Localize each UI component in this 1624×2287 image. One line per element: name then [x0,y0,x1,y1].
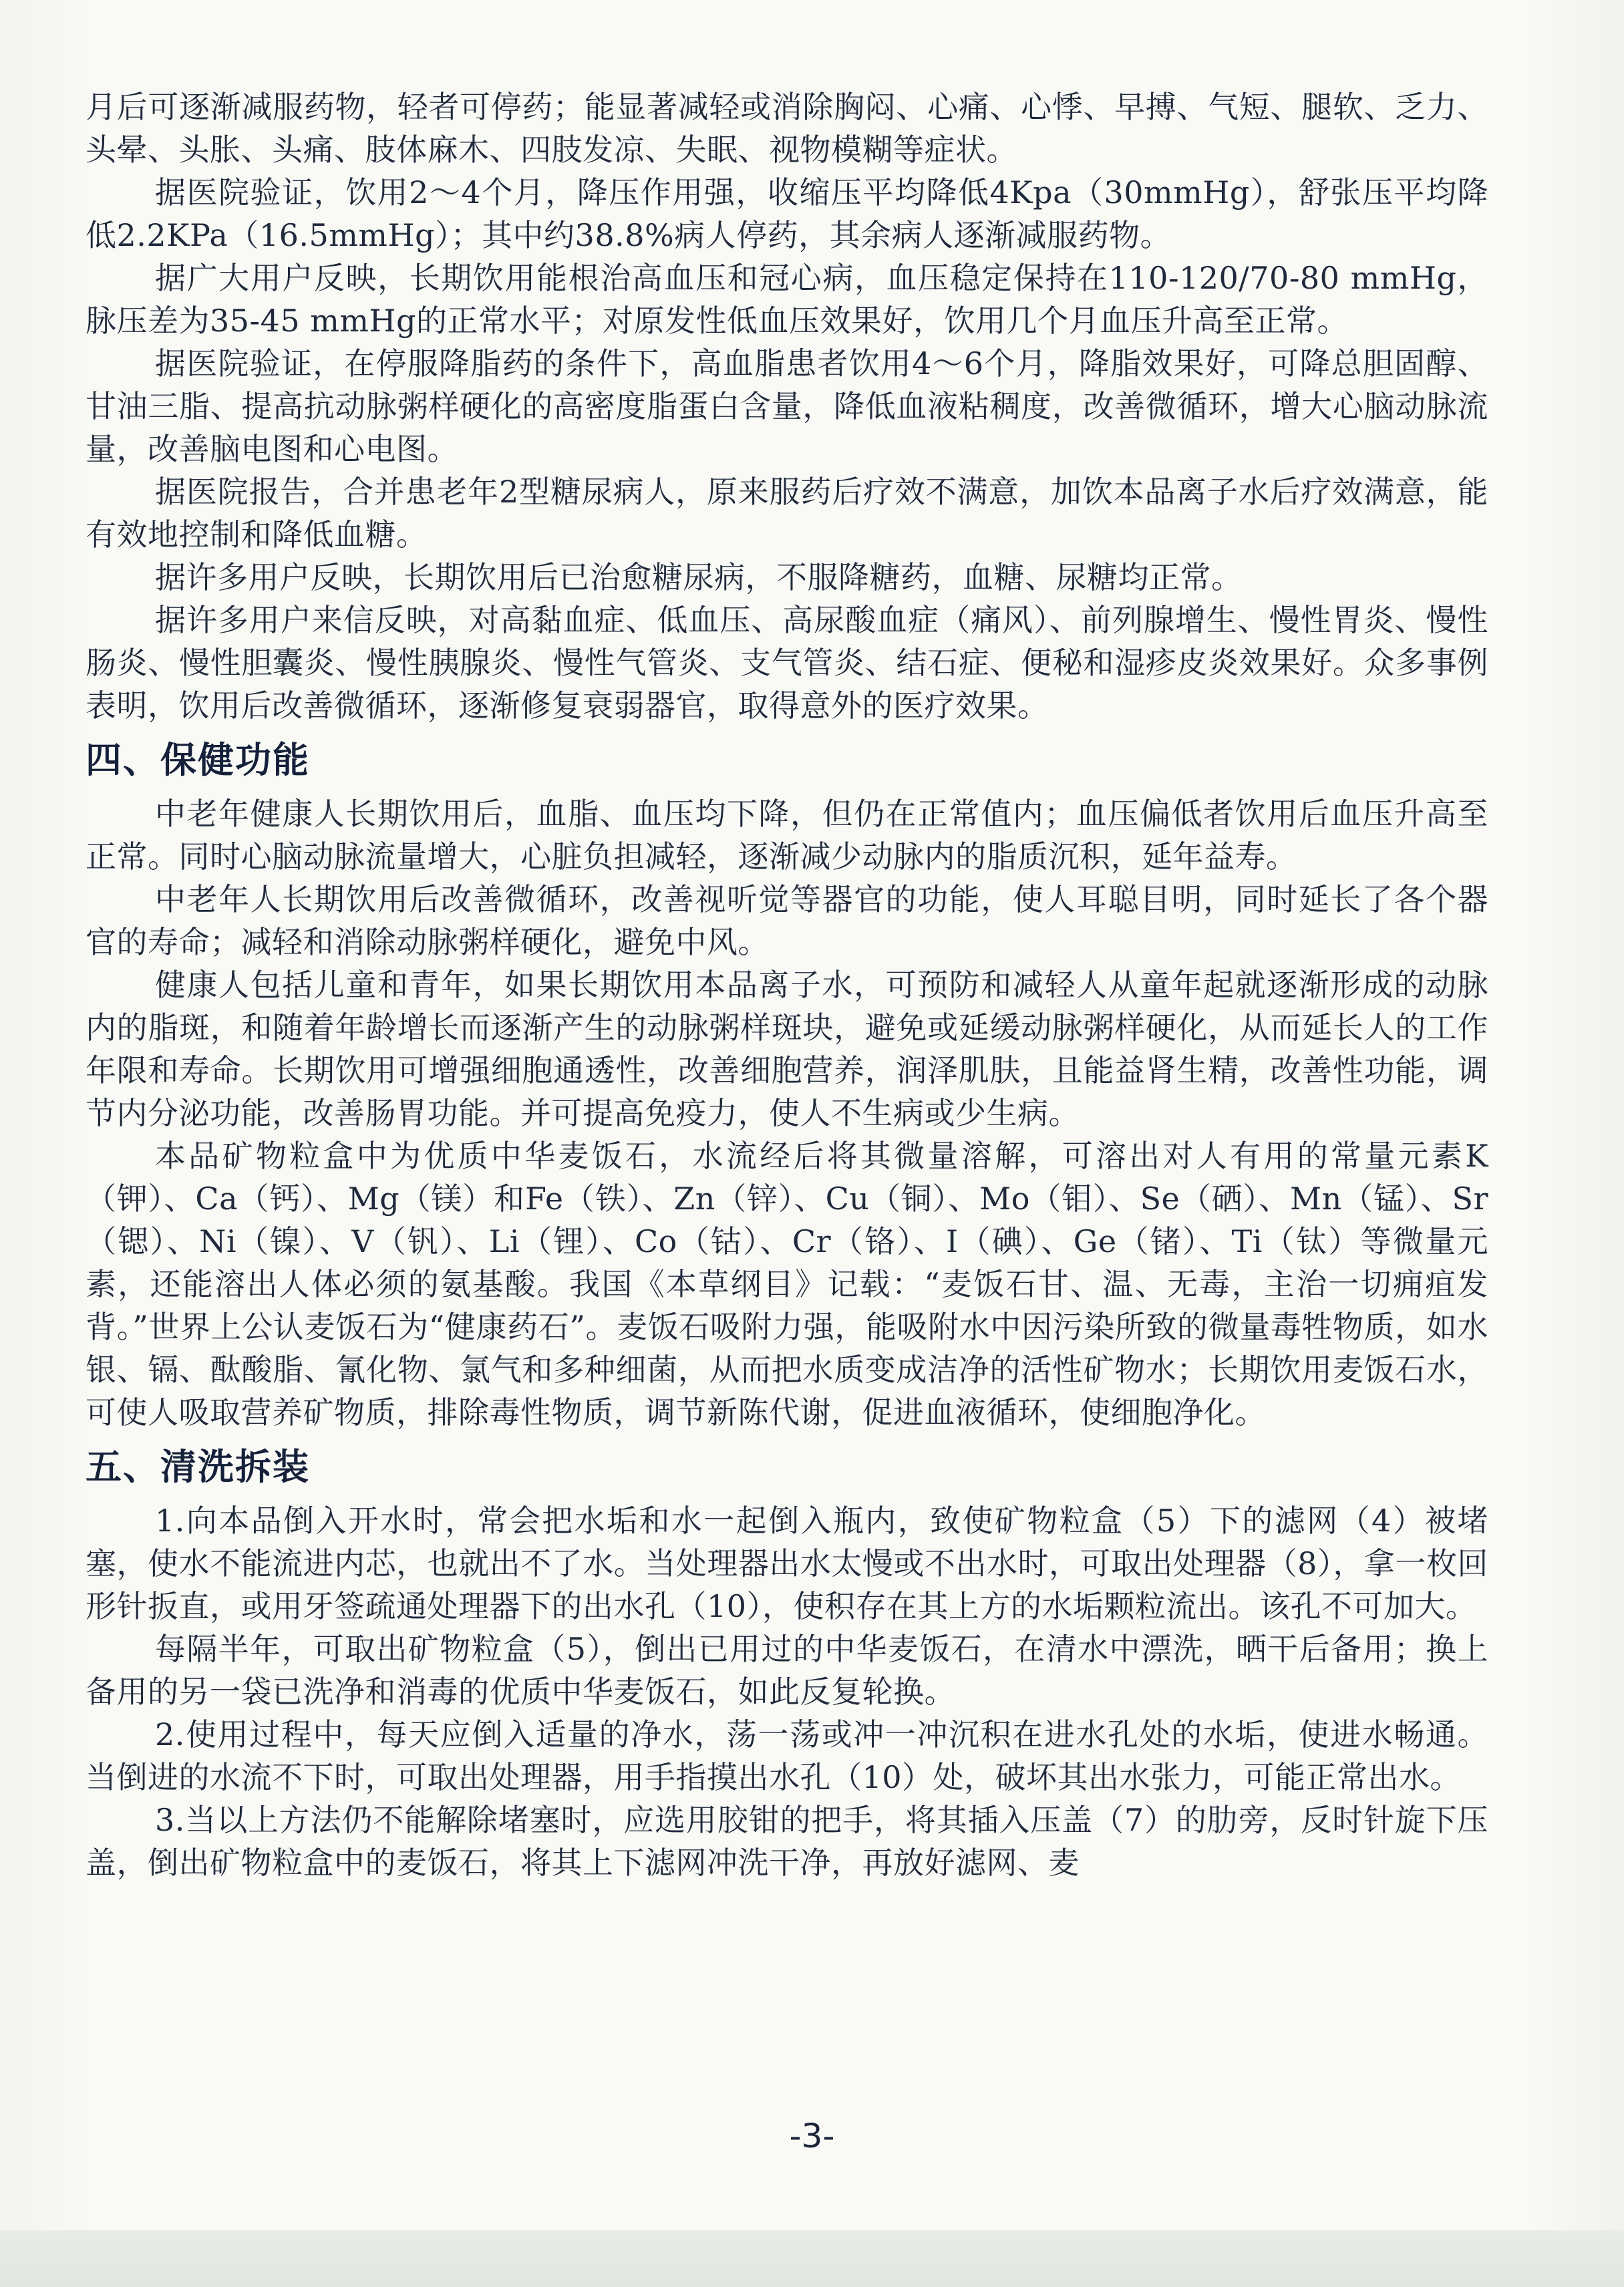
paragraph: 据许多用户反映，长期饮用后已治愈糖尿病，不服降糖药，血糖、尿糖均正常。 [155,559,1243,595]
paragraph: 据医院验证，在停服降脂药的条件下，高血脂患者饮用4～6个月，降脂效果好，可降总胆固醇、甘油三脂、提高抗动脉粥样硬化的高密度脂蛋白含量，降低血液粘稠度，改善微循环，增大心脑动脉流量，改善脑电图和心电图。 [86,345,1488,467]
paragraph: 每隔半年，可取出矿物粒盒（5），倒出已用过的中华麦饭石，在清水中漂洗，晒干后备用；换上备用的另一袋已洗净和消毒的优质中华麦饭石，如此反复轮换。 [86,1631,1488,1710]
paragraph: 据医院验证，饮用2～4个月，降压作用强，收缩压平均降低4Kpa（30mmHg），舒张压平均降低2.2KPa（16.5mmHg）；其中约38.8%病人停药，其余病人逐渐减服药物。 [86,174,1488,253]
scan-edge [0,2230,1624,2287]
paragraph: 据许多用户来信反映，对高黏血症、低血压、高尿酸血症（痛风）、前列腺增生、慢性胃炎、慢性肠炎、慢性胆囊炎、慢性胰腺炎、慢性气管炎、支气管炎、结石症、便秘和湿疹皮炎效果好。众多事例表明，饮用后改善微循环，逐渐修复衰弱器官，取得意外的医疗效果。 [86,602,1488,724]
paragraph: 月后可逐渐减服药物，轻者可停药；能显著减轻或消除胸闷、心痛、心悸、早搏、气短、腿软、乏力、头晕、头胀、头痛、肢体麻木、四肢发凉、失眠、视物模糊等症状。 [86,89,1488,168]
paragraph: 据医院报告，合并患老年2型糖尿病人，原来服药后疗效不满意，加饮本品离子水后疗效满意，能有效地控制和降低血糖。 [86,474,1488,553]
paragraph: 据广大用户反映，长期饮用能根治高血压和冠心病，血压稳定保持在110-120/70-80 mmHg，脉压差为35-45 mmHg的正常水平；对原发性低血压效果好，饮用几个月血压升高至正常。 [86,260,1488,339]
section-heading-health-functions: 四、保健功能 [86,739,310,781]
page-number: -3- [789,2117,835,2155]
paragraph: 3.当以上方法仍不能解除堵塞时，应选用胶钳的把手，将其插入压盖（7）的肋旁，反时针旋下压盖，倒出矿物粒盒中的麦饭石，将其上下滤网冲洗干净，再放好滤网、麦 [86,1802,1488,1881]
paragraph: 中老年健康人长期饮用后，血脂、血压均下降，但仍在正常值内；血压偏低者饮用后血压升高至正常。同时心脑动脉流量增大，心脏负担减轻，逐渐减少动脉内的脂质沉积，延年益寿。 [86,796,1488,875]
section-heading-cleaning-disassembly: 五、清洗拆装 [86,1446,310,1488]
paragraph: 中老年人长期饮用后改善微循环，改善视听觉等器官的功能，使人耳聪目明，同时延长了各个器官的寿命；减轻和消除动脉粥样硬化，避免中风。 [86,881,1488,960]
page-content [86,86,1488,1884]
paragraph: 健康人包括儿童和青年，如果长期饮用本品离子水，可预防和减轻人从童年起就逐渐形成的动脉内的脂斑，和随着年龄增长而逐渐产生的动脉粥样斑块，避免或延缓动脉粥样硬化，从而延长人的工作年限和寿命。长期饮用可增强细胞通透性，改善细胞营养，润泽肌肤，且能益肾生精，改善性功能，调节内分泌功能，改善肠胃功能。并可提高免疫力，使人不生病或少生病。 [86,967,1488,1131]
paragraph: 本品矿物粒盒中为优质中华麦饭石，水流经后将其微量溶解，可溶出对人有用的常量元素K（钾）、Ca（钙）、Mg（镁）和Fe（铁）、Zn（锌）、Cu（铜）、Mo（钼）、Se（硒）、Mn（锰）、Sr（锶）、Ni（镍）、V（钒）、Li（锂）、Co（钴）、Cr（铬）、I（碘）、Ge（锗）、Ti（钛）等微量元素，还能溶出人体必须的氨基酸。我国《本草纲目》记载：“麦饭石甘、温、无毒，主治一切痈疽发背。”世界上公认麦饭石为“健康药石”。麦饭石吸附力强，能吸附水中因污染所致的微量毒牲物质，如水银、镉、酞酸脂、氰化物、氯气和多种细菌，从而把水质变成洁净的活性矿物水；长期饮用麦饭石水，可使人吸取营养矿物质，排除毒性物质，调节新陈代谢，促进血液循环，使细胞净化。 [86,1138,1488,1430]
paragraph: 2.使用过程中，每天应倒入适量的净水，荡一荡或冲一冲沉积在进水孔处的水垢，使进水畅通。当倒进的水流不下时，可取出处理器，用手指摸出水孔（10）处，破坏其出水张力，可能正常出水。 [86,1716,1488,1795]
paragraph: 1.向本品倒入开水时，常会把水垢和水一起倒入瓶内，致使矿物粒盒（5）下的滤网（4）被堵塞，使水不能流进内芯，也就出不了水。当处理器出水太慢或不出水时，可取出处理器（8），拿一枚回形针扳直，或用牙签疏通处理器下的出水孔（10），使积存在其上方的水垢颗粒流出。该孔不可加大。 [86,1503,1488,1624]
